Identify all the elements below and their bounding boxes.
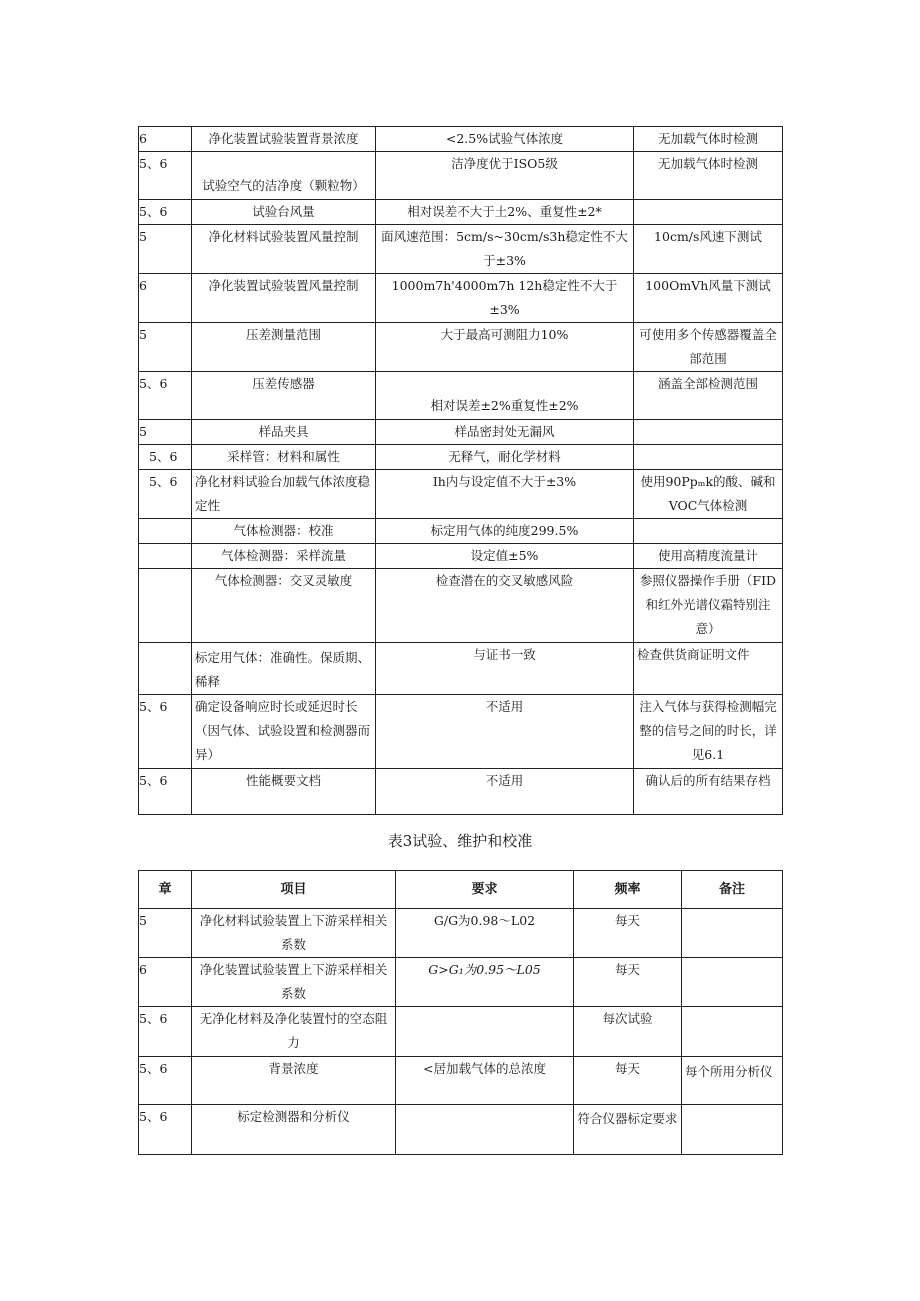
table-row bbox=[139, 569, 783, 643]
note-cell: 10cm∕s风速下测试 bbox=[634, 225, 783, 274]
note-cell: 检查供货商证明文件 bbox=[634, 643, 783, 695]
item-cell: 采样管：材料和属性 bbox=[192, 445, 376, 470]
chapter-cell bbox=[139, 569, 192, 643]
requirement-cell: 1000m7h'4000m7h 12h稳定性不大于±3% bbox=[376, 274, 634, 323]
requirement-cell: 标定用气体的纯度299.5% bbox=[376, 519, 634, 544]
note-cell: 100OmVh风量下测试 bbox=[634, 274, 783, 323]
note-cell bbox=[682, 958, 783, 1007]
chapter-cell: 5、6 bbox=[139, 200, 192, 225]
table-row bbox=[139, 200, 783, 225]
item-cell: 标定用气体：准确性。保质期、稀释 bbox=[192, 643, 376, 695]
frequency-cell: 每次试验 bbox=[574, 1007, 682, 1057]
item-cell: 确定设备响应时长或延迟时长（因气体、试验设置和检测器而异） bbox=[192, 695, 376, 769]
maintenance-schedule-table bbox=[138, 870, 783, 1155]
requirement-cell: 洁净度优于ISO5级 bbox=[376, 152, 634, 200]
table-row bbox=[139, 544, 783, 569]
chapter-cell: 6 bbox=[139, 127, 192, 152]
table-row bbox=[139, 1007, 783, 1057]
item-cell: 背景浓度 bbox=[192, 1057, 396, 1105]
item-cell: 无净化材料及净化装置忖的空态阻力 bbox=[192, 1007, 396, 1057]
chapter-cell bbox=[139, 643, 192, 695]
item-cell: 压差测量范围 bbox=[192, 323, 376, 372]
chapter-cell: 5、6 bbox=[139, 695, 192, 769]
requirement-cell: 样品密封处无漏风 bbox=[376, 420, 634, 445]
requirement-cell: 与证书一致 bbox=[376, 643, 634, 695]
header-requirement: 要求 bbox=[396, 871, 574, 909]
frequency-cell: 符合仪器标定要求 bbox=[574, 1105, 682, 1155]
table-row bbox=[139, 372, 783, 420]
item-cell: 净化材料试验装置上下游采样相关系数 bbox=[192, 909, 396, 958]
requirement-cell: G>G₁为0.95～L05 bbox=[396, 958, 574, 1007]
header-note: 备注 bbox=[682, 871, 783, 909]
note-cell bbox=[682, 909, 783, 958]
requirement-cell: 无释气，耐化学材料 bbox=[376, 445, 634, 470]
requirement-cell: 不适用 bbox=[376, 695, 634, 769]
table-row bbox=[139, 323, 783, 372]
note-cell: 参照仪器操作手册（FID和红外光谱仪霜特别注意） bbox=[634, 569, 783, 643]
table-row bbox=[139, 127, 783, 152]
table-row bbox=[139, 445, 783, 470]
requirement-cell: <居加载气体的总浓度 bbox=[396, 1057, 574, 1105]
note-cell: 注入气体与获得检测幅完整的信号之间的时长，详见6.1 bbox=[634, 695, 783, 769]
note-cell: 无加载气体时检测 bbox=[634, 127, 783, 152]
table-caption: 表3试验、维护和校准 bbox=[387, 832, 533, 850]
item-cell: 净化装置试验装置上下游采样相关系数 bbox=[192, 958, 396, 1007]
table-row bbox=[139, 1057, 783, 1105]
chapter-cell bbox=[139, 544, 192, 569]
note-cell bbox=[682, 1007, 783, 1057]
item-cell: 气体检测器：采样流量 bbox=[192, 544, 376, 569]
table-row bbox=[139, 420, 783, 445]
table-row bbox=[139, 152, 783, 200]
item-cell: 气体检测器：交叉灵敏度 bbox=[192, 569, 376, 643]
note-cell: 涵盖全部检测范围 bbox=[634, 372, 783, 420]
requirement-cell: G/G为0.98～L02 bbox=[396, 909, 574, 958]
note-cell: 每个所用分析仪 bbox=[682, 1057, 783, 1105]
requirement-cell: 大于最高可测阻力10% bbox=[376, 323, 634, 372]
requirement-cell: <2.5%试验气体浓度 bbox=[376, 127, 634, 152]
table-row bbox=[139, 1105, 783, 1155]
item-cell: 样品夹具 bbox=[192, 420, 376, 445]
item-cell: 压差传感器 bbox=[192, 372, 376, 420]
item-cell: 标定检测器和分析仪 bbox=[192, 1105, 396, 1155]
table-header-row bbox=[139, 871, 783, 909]
header-chapter: 章 bbox=[139, 871, 192, 909]
table-row bbox=[139, 769, 783, 815]
chapter-cell: 5、6 bbox=[139, 1007, 192, 1057]
requirement-cell bbox=[396, 1105, 574, 1155]
requirement-cell bbox=[396, 1007, 574, 1057]
note-cell bbox=[634, 200, 783, 225]
chapter-cell: 6 bbox=[139, 274, 192, 323]
calibration-requirements-table bbox=[138, 126, 783, 815]
item-cell: 性能概要文档 bbox=[192, 769, 376, 815]
frequency-cell: 每天 bbox=[574, 958, 682, 1007]
table-row bbox=[139, 643, 783, 695]
note-cell: 无加载气体时检测 bbox=[634, 152, 783, 200]
note-cell bbox=[682, 1105, 783, 1155]
item-cell: 试验台风量 bbox=[192, 200, 376, 225]
chapter-cell: 6 bbox=[139, 958, 192, 1007]
chapter-cell: 5 bbox=[139, 225, 192, 274]
item-cell: 气体检测器：校准 bbox=[192, 519, 376, 544]
item-cell: 试验空气的洁净度（颗粒物） bbox=[192, 152, 376, 200]
requirement-cell: 相对误差±2%重复性±2% bbox=[376, 372, 634, 420]
note-cell: 可使用多个传感器覆盖全部范围 bbox=[634, 323, 783, 372]
chapter-cell: 5 bbox=[139, 323, 192, 372]
chapter-cell: 5、6 bbox=[139, 769, 192, 815]
note-cell bbox=[634, 519, 783, 544]
table-row bbox=[139, 274, 783, 323]
chapter-cell bbox=[139, 519, 192, 544]
chapter-cell: 5、6 bbox=[139, 1057, 192, 1105]
requirement-cell: 不适用 bbox=[376, 769, 634, 815]
note-cell bbox=[634, 420, 783, 445]
item-cell: 净化装置试验装置背景浓度 bbox=[192, 127, 376, 152]
requirement-cell: 相对误差不大于土2%、重复性±2* bbox=[376, 200, 634, 225]
chapter-cell: 5、6 bbox=[139, 372, 192, 420]
table-row bbox=[139, 519, 783, 544]
header-item: 项目 bbox=[192, 871, 396, 909]
chapter-cell: 5、6 bbox=[139, 1105, 192, 1155]
table-row bbox=[139, 958, 783, 1007]
chapter-cell: 5 bbox=[139, 909, 192, 958]
table-row bbox=[139, 909, 783, 958]
requirement-cell: 面风速范围：5cm∕s~30cm/s3h稳定性不大于±3% bbox=[376, 225, 634, 274]
table-row bbox=[139, 695, 783, 769]
table-row bbox=[139, 225, 783, 274]
requirement-cell: 检查潜在的交叉敏感风险 bbox=[376, 569, 634, 643]
requirement-cell: 设定值±5% bbox=[376, 544, 634, 569]
frequency-cell: 每天 bbox=[574, 909, 682, 958]
table-row bbox=[139, 470, 783, 519]
requirement-cell: Ih内与设定值不大于±3% bbox=[376, 470, 634, 519]
header-frequency: 频率 bbox=[574, 871, 682, 909]
chapter-cell: 5、6 bbox=[139, 470, 192, 519]
item-cell: 净化材料试验台加载气体浓度稳定性 bbox=[192, 470, 376, 519]
frequency-cell: 每天 bbox=[574, 1057, 682, 1105]
chapter-cell: 5、6 bbox=[139, 445, 192, 470]
item-cell: 净化材料试验装置风量控制 bbox=[192, 225, 376, 274]
item-cell: 净化装置试验装置风量控制 bbox=[192, 274, 376, 323]
chapter-cell: 5、6 bbox=[139, 152, 192, 200]
note-cell: 使用90Ppₘk的酸、碱和VOC气体检测 bbox=[634, 470, 783, 519]
note-cell: 确认后的所有结果存档 bbox=[634, 769, 783, 815]
chapter-cell: 5 bbox=[139, 420, 192, 445]
note-cell bbox=[634, 445, 783, 470]
note-cell: 使用高精度流量计 bbox=[634, 544, 783, 569]
